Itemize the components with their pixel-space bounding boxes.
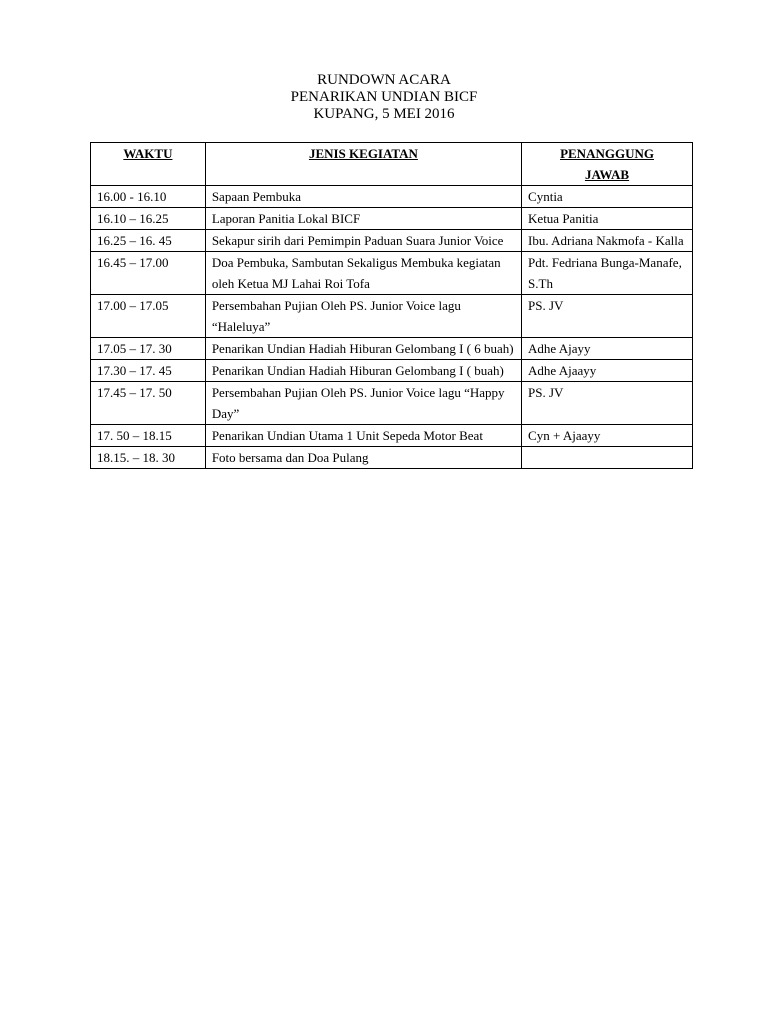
row-pic: Adhe Ajaayy — [522, 360, 693, 382]
row-time: 16.00 - 16.10 — [91, 186, 206, 208]
row-activity: Penarikan Undian Hadiah Hiburan Gelombang I ( buah) — [205, 360, 521, 382]
rundown-table — [90, 142, 693, 469]
row-time: 17.00 – 17.05 — [91, 295, 206, 338]
title-line-2: PENARIKAN UNDIAN BICF — [290, 89, 478, 105]
row-pic: PS. JV — [522, 295, 693, 338]
row-pic: Cyntia — [522, 186, 693, 208]
row-activity: Sekapur sirih dari Pemimpin Paduan Suara Junior Voice — [205, 230, 521, 252]
row-pic: Pdt. Fedriana Bunga-Manafe, S.Th — [522, 252, 693, 295]
title-line-3: KUPANG, 5 MEI 2016 — [313, 106, 455, 122]
table-row — [91, 230, 693, 252]
table-row — [91, 252, 693, 295]
row-time: 17.45 – 17. 50 — [91, 382, 206, 425]
row-activity: Persembahan Pujian Oleh PS. Junior Voice lagu “Haleluya” — [205, 295, 521, 338]
table-row — [91, 447, 693, 469]
row-time: 16.45 – 17.00 — [91, 252, 206, 295]
row-pic: Adhe Ajayy — [522, 338, 693, 360]
row-pic: Ibu. Adriana Nakmofa - Kalla — [522, 230, 693, 252]
table-row — [91, 382, 693, 425]
table-row — [91, 186, 693, 208]
header-time: WAKTU — [91, 143, 206, 186]
row-pic — [522, 447, 693, 469]
row-time: 16.10 – 16.25 — [91, 208, 206, 230]
header-activity: JENIS KEGIATAN — [205, 143, 521, 186]
row-pic: Ketua Panitia — [522, 208, 693, 230]
table-row — [91, 338, 693, 360]
row-pic: Cyn + Ajaayy — [522, 425, 693, 447]
row-time: 16.25 – 16. 45 — [91, 230, 206, 252]
row-pic: PS. JV — [522, 382, 693, 425]
row-activity: Laporan Panitia Lokal BICF — [205, 208, 521, 230]
row-time: 18.15. – 18. 30 — [91, 447, 206, 469]
table-header-row — [91, 143, 693, 186]
row-activity: Persembahan Pujian Oleh PS. Junior Voice lagu “Happy Day” — [205, 382, 521, 425]
table-row — [91, 360, 693, 382]
row-time: 17. 50 – 18.15 — [91, 425, 206, 447]
row-activity: Doa Pembuka, Sambutan Sekaligus Membuka kegiatan oleh Ketua MJ Lahai Roi Tofa — [205, 252, 521, 295]
row-activity: Sapaan Pembuka — [205, 186, 521, 208]
header-pic-label: PENANGGUNG JAWAB — [560, 146, 654, 182]
row-activity: Foto bersama dan Doa Pulang — [205, 447, 521, 469]
row-time: 17.30 – 17. 45 — [91, 360, 206, 382]
row-time: 17.05 – 17. 30 — [91, 338, 206, 360]
title-line-1: RUNDOWN ACARA — [317, 72, 451, 88]
table-row — [91, 425, 693, 447]
table-row — [91, 295, 693, 338]
row-activity: Penarikan Undian Hadiah Hiburan Gelombang I ( 6 buah) — [205, 338, 521, 360]
document-title — [0, 72, 768, 123]
header-pic — [522, 143, 693, 186]
row-activity: Penarikan Undian Utama 1 Unit Sepeda Motor Beat — [205, 425, 521, 447]
table-row — [91, 208, 693, 230]
